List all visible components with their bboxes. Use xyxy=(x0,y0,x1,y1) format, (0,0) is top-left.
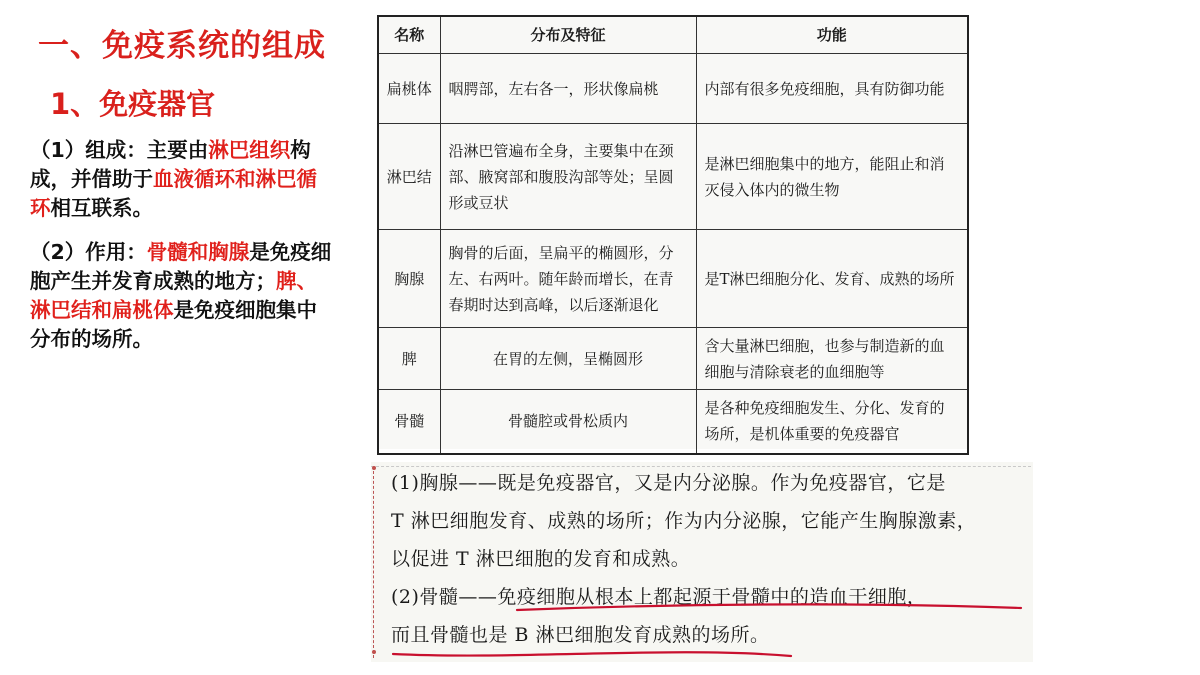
page-title: 一、免疫系统的组成 xyxy=(38,28,326,64)
immune-organ-table-image xyxy=(377,15,967,449)
composition-highlight-1: 淋巴组织 xyxy=(208,138,291,162)
underline-stroke-2 xyxy=(393,652,791,656)
note-line-3: 以促进 T 淋巴细胞的发育和成熟。 xyxy=(391,548,691,570)
margin-dot xyxy=(372,650,376,654)
function-mid: 是免疫细胞产生并发育成熟的地方； xyxy=(30,240,332,293)
function-paragraph xyxy=(30,238,335,354)
table-row xyxy=(378,54,968,124)
function-suffix: 是免疫细胞集中分布的场所。 xyxy=(30,298,317,351)
header-function: 功能 xyxy=(696,16,968,54)
organ-function: 内部有很多免疫细胞，具有防御功能 xyxy=(696,54,968,124)
organ-function: 是淋巴细胞集中的地方，能阻止和消灭侵入体内的微生物 xyxy=(696,124,968,230)
section-subtitle: 1、免疫器官 xyxy=(50,87,216,121)
note-line-5: 而且骨髓也是 B 淋巴细胞发育成熟的场所。 xyxy=(391,624,770,646)
organ-name: 骨髓 xyxy=(378,390,440,454)
header-name: 名称 xyxy=(378,16,440,54)
organ-name: 淋巴结 xyxy=(378,124,440,230)
organ-name: 脾 xyxy=(378,328,440,390)
table-row xyxy=(378,390,968,454)
organ-distribution: 咽腭部，左右各一，形状像扁桃 xyxy=(440,54,696,124)
organ-name: 扁桃体 xyxy=(378,54,440,124)
composition-prefix: （1）组成：主要由 xyxy=(30,138,209,162)
function-prefix: （2）作用： xyxy=(30,240,147,264)
function-highlight-1: 骨髓和胸腺 xyxy=(146,240,250,264)
organ-function: 是T淋巴细胞分化、发育、成熟的场所 xyxy=(696,230,968,328)
organ-distribution: 胸骨的后面，呈扁平的椭圆形，分左、右两叶。随年龄而增长，在青春期时达到高峰，以后逐渐退化 xyxy=(440,230,696,328)
table-header-row xyxy=(378,16,968,54)
organ-name: 胸腺 xyxy=(378,230,440,328)
note-line-4: (2)骨髓——免疫细胞从根本上都起源于骨髓中的造血干细胞， xyxy=(391,586,927,608)
organ-distribution: 沿淋巴管遍布全身，主要集中在颈部、腋窝部和腹股沟部等处；呈圆形或豆状 xyxy=(440,124,696,230)
organ-distribution: 在胃的左侧，呈椭圆形 xyxy=(440,328,696,390)
composition-paragraph xyxy=(30,136,335,223)
note-line-1: (1)胸腺——既是免疫器官，又是内分泌腺。作为免疫器官，它是 xyxy=(391,472,946,494)
composition-suffix: 相互联系。 xyxy=(50,196,153,220)
note-line-2: T 淋巴细胞发育、成熟的场所；作为内分泌腺，它能产生胸腺激素， xyxy=(391,510,977,532)
composition-mid: 构成，并借助于 xyxy=(30,138,311,191)
organ-function: 含大量淋巴细胞，也参与制造新的血细胞与清除衰老的血细胞等 xyxy=(696,328,968,390)
margin-dot xyxy=(372,466,376,470)
header-distribution: 分布及特征 xyxy=(440,16,696,54)
function-highlight-2: 脾、淋巴结和扁桃体 xyxy=(30,269,317,322)
table-row xyxy=(378,124,968,230)
organ-distribution: 骨髓腔或骨松质内 xyxy=(440,390,696,454)
table-row xyxy=(378,328,968,390)
immune-organ-table xyxy=(377,15,969,455)
handwritten-underline-marks xyxy=(371,462,1033,662)
underline-stroke-1 xyxy=(517,604,1021,610)
table-row xyxy=(378,230,968,328)
textbook-note-image xyxy=(371,462,1033,662)
organ-function: 是各种免疫细胞发生、分化、发育的场所，是机体重要的免疫器官 xyxy=(696,390,968,454)
composition-highlight-2: 血液循环和淋巴循环 xyxy=(30,167,317,220)
